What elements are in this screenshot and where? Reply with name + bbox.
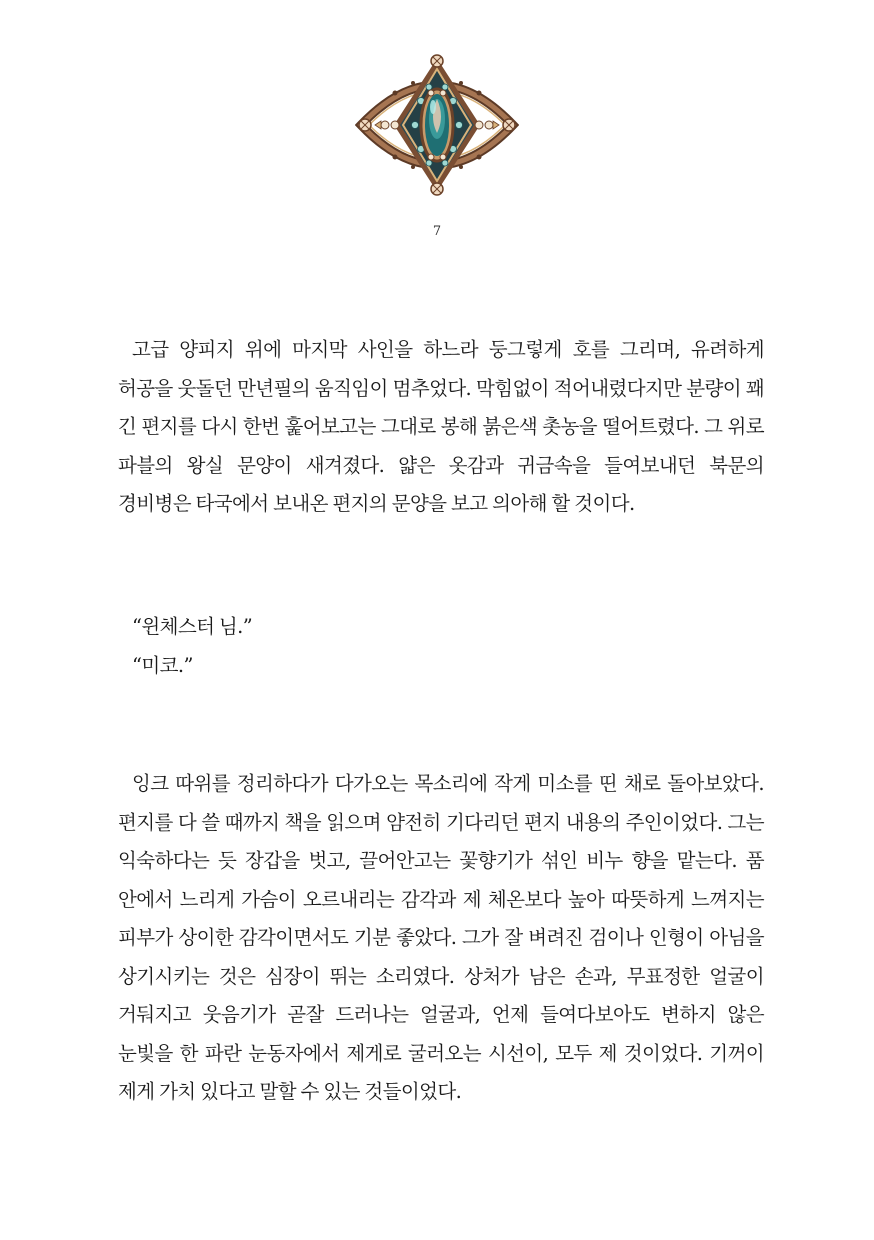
gem-emblem-icon (355, 53, 519, 197)
page-number: 7 (432, 224, 442, 239)
paragraph-text: 고급 양피지 위에 마지막 사인을 하느라 둥그렇게 호를 그리며, 유려하게 허공을 웃돌던 만년필의 움직임이 멈추었다. 막힘없이 적어내렸다지만 분량이 꽤 긴 편지를 다시 한번 훑어보고는 그대로 봉해 붉은색 촛농을 떨어트렸다. 그 위로 파블의 왕실 문양이 새겨졌다. 얇은 옷감과 귀금속을 들여보내던 북문의 경비병은 타국에서 보내온 편지의 문양을 보고 의아해 할 것이다. (118, 338, 764, 515)
body-paragraph (118, 765, 764, 1112)
dialogue-block (118, 608, 764, 685)
dialogue-line: “윈체스터 님.” (132, 615, 253, 638)
body-paragraph (118, 331, 764, 524)
dialogue-line: “미코.” (132, 653, 193, 677)
paragraph-text: 잉크 따위를 정리하다가 다가오는 목소리에 작게 미소를 띤 채로 돌아보았다. 편지를 다 쓸 때까지 책을 읽으며 얌전히 기다리던 편지 내용의 주인이었다. 그는 익숙하다는 듯 장갑을 벗고, 끌어안고는 꽃향기가 섞인 비누 향을 맡는다. 품 안에서 느리게 가슴이 오르내리는 감각과 제 체온보다 높아 따뜻하게 느껴지는 피부가 상이한 감각이면서도 기분 좋았다. 그가 잘 벼려진 검이나 인형이 아님을 상기시키는 것은 심장이 뛰는 소리였다. 상처가 남은 손과, 무표정한 얼굴이 거둬지고 웃음기가 곧잘 드러나는 얼굴과, 언제 들여다보아도 변하지 않은 눈빛을 한 파란 눈동자에서 제게로 굴러오는 시선이, 모두 제 것이었다. 기꺼이 제게 가치 있다고 말할 수 있는 것들이었다. (118, 772, 764, 1103)
